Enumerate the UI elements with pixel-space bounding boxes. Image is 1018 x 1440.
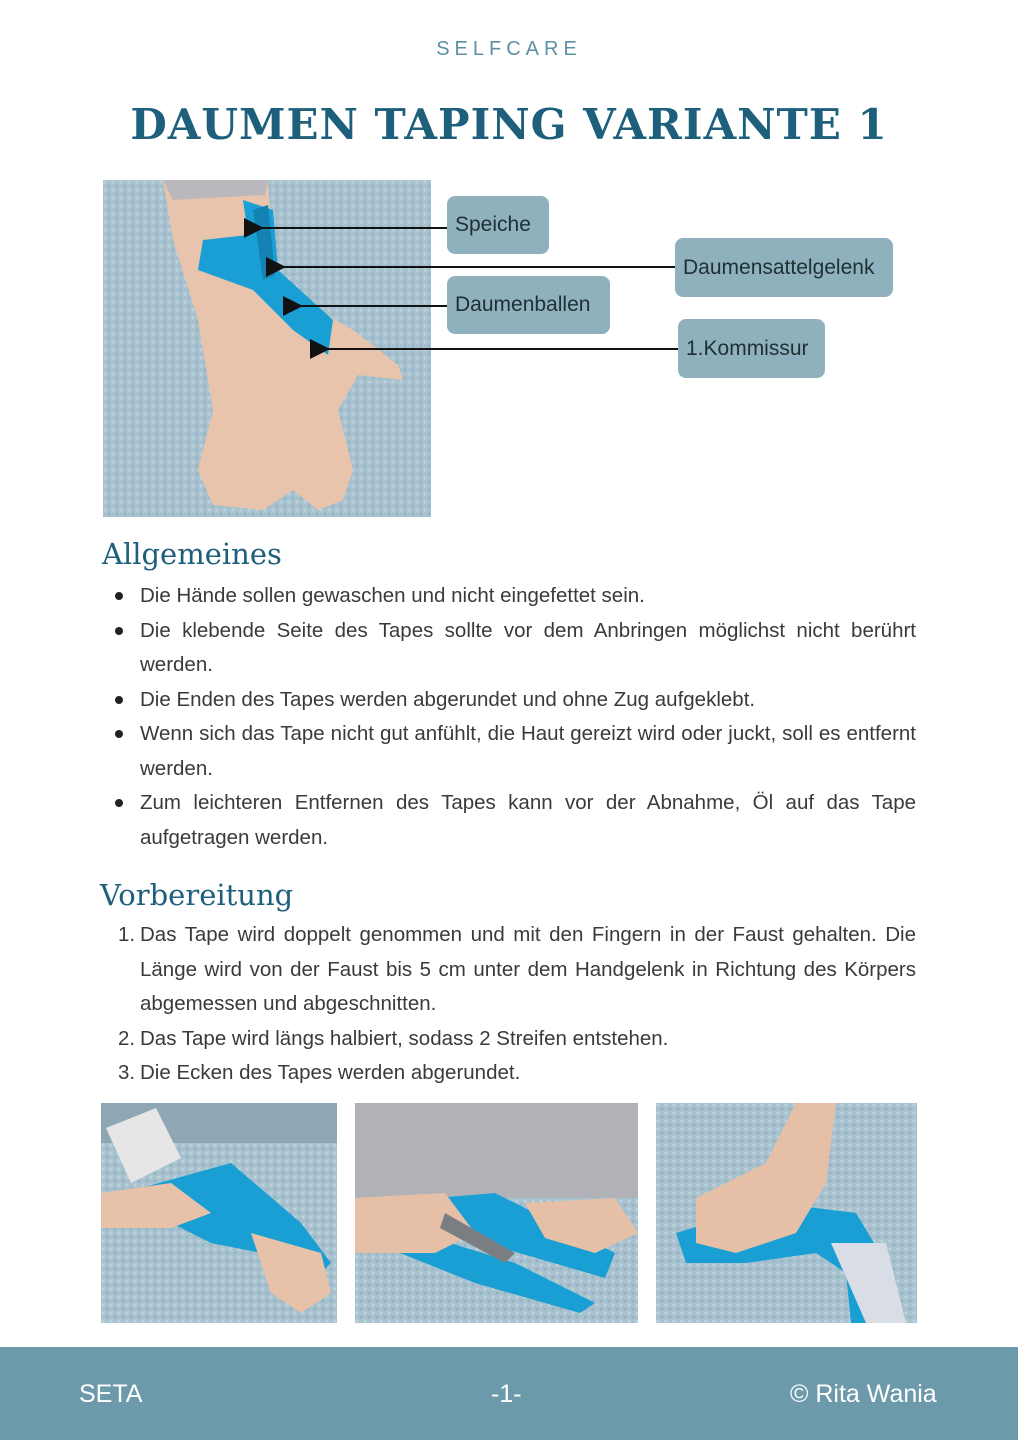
allgemeines-list (102, 579, 916, 855)
list-item (102, 1056, 916, 1091)
label-kommissur (678, 319, 825, 378)
label-kommissur-text: 1.Kommissur (686, 336, 809, 360)
section-heading-vorbereitung: Vorbereitung (100, 878, 294, 912)
list-item: Wenn sich das Tape nicht gut anfühlt, die Haut gereizt wird oder juckt, soll es entfernt werden. (102, 717, 916, 786)
footer-left: SETA (79, 1380, 143, 1408)
list-item (102, 918, 916, 1022)
page-title: DAUMEN TAPING VARIANTE 1 (130, 100, 888, 149)
label-daumensattelgelenk-text: Daumensattelgelenk (683, 255, 875, 279)
vorbereitung-list (102, 918, 916, 1091)
photo-measure-tape (101, 1103, 337, 1323)
section-heading-allgemeines: Allgemeines (102, 537, 282, 571)
list-item: Die Hände sollen gewaschen und nicht eingefettet sein. (102, 579, 916, 614)
step-text: Das Tape wird doppelt genommen und mit den Fingern in der Faust gehalten. Die Länge wird von der Faust bis 5 cm unter dem Handgelenk in Richtung des Körpers abgemessen und abgeschnitten. (140, 923, 916, 1015)
kicker: SELFCARE (436, 38, 582, 60)
step-number: 1. (118, 923, 136, 946)
list-item: Die klebende Seite des Tapes sollte vor dem Anbringen möglichst nicht berührt werden. (102, 614, 916, 683)
list-item: Die Enden des Tapes werden abgerundet und ohne Zug aufgeklebt. (102, 683, 916, 718)
list-item: Zum leichteren Entfernen des Tapes kann vor der Abnahme, Öl auf das Tape aufgetragen werden. (102, 786, 916, 855)
photo-cut-tape (355, 1103, 638, 1323)
step-number: 3. (118, 1061, 136, 1084)
label-speiche-text: Speiche (455, 213, 531, 236)
label-daumensattelgelenk (675, 238, 893, 297)
step-number: 2. (118, 1026, 136, 1050)
main-hand-photo (103, 180, 431, 517)
label-speiche (447, 196, 549, 254)
step-text: Das Tape wird längs halbiert, sodass 2 Streifen entstehen. (140, 1026, 669, 1050)
label-daumenballen (447, 276, 610, 334)
label-daumenballen-text: Daumenballen (455, 293, 591, 316)
page-number: -1- (491, 1380, 522, 1408)
footer-copyright: © Rita Wania (790, 1380, 937, 1408)
footer (0, 1347, 1018, 1440)
photo-round-corners (656, 1103, 917, 1323)
list-item (102, 1022, 916, 1057)
step-text: Die Ecken des Tapes werden abgerundet. (140, 1061, 521, 1084)
